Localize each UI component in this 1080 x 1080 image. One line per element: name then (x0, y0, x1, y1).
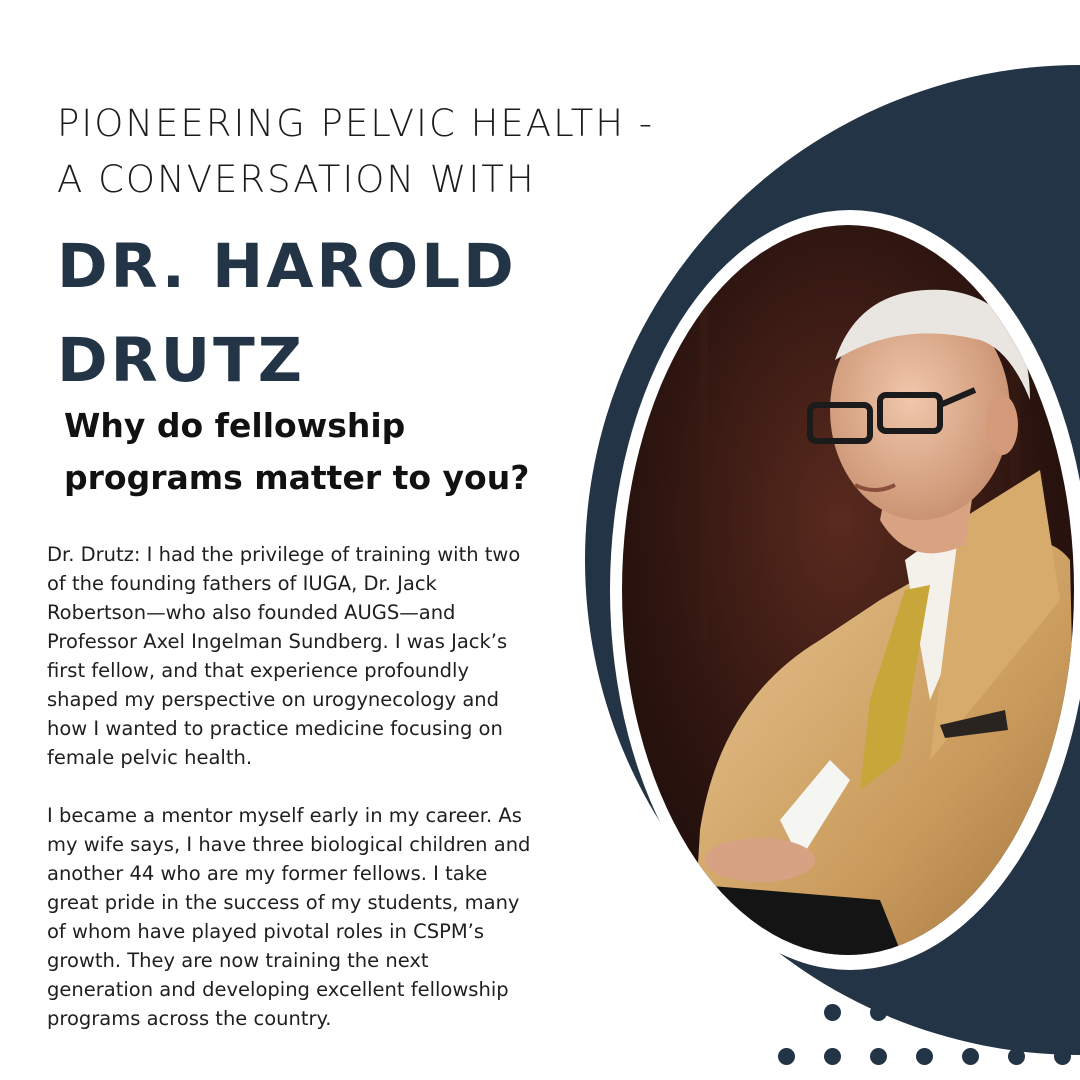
answer-line: female pelvic health. (47, 746, 253, 769)
answer-line: I became a mentor myself early in my career. As (47, 804, 522, 827)
interviewee-name (57, 220, 517, 408)
answer-line: Professor Axel Ingelman Sundberg. I was Jack’s (47, 630, 508, 653)
answer-line: Dr. Drutz: I had the privilege of training with two (47, 543, 521, 566)
headline-line-1: PIONEERING PELVIC HEALTH - (57, 102, 655, 145)
answer-line: growth. They are now training the next (47, 949, 429, 972)
interview-question (64, 400, 529, 504)
question-line-1: Why do fellowship (64, 406, 406, 445)
answer-line: my wife says, I have three biological children and (47, 833, 531, 856)
answer-line: of whom have played pivotal roles in CSPM’s (47, 920, 485, 943)
answer-line: shaped my perspective on urogynecology and (47, 688, 500, 711)
answer-line: generation and developing excellent fellowship (47, 978, 509, 1001)
question-line-2: programs matter to you? (64, 458, 530, 497)
headline-line-2: A CONVERSATION WITH (57, 158, 536, 201)
answer-line: first fellow, and that experience profoundly (47, 659, 469, 682)
answer-paragraph-2 (47, 801, 607, 1033)
answer-line: Robertson—who also founded AUGS—and (47, 601, 456, 624)
answer-line: of the founding fathers of IUGA, Dr. Jack (47, 572, 437, 595)
answer-paragraph-1 (47, 540, 607, 772)
name-line-2: DRUTZ (57, 325, 305, 396)
answer-line: great pride in the success of my students, many (47, 891, 520, 914)
headline (57, 96, 654, 208)
name-line-1: DR. HAROLD (57, 231, 517, 302)
answer-line: how I wanted to practice medicine focusing on (47, 717, 503, 740)
answer-line: programs across the country. (47, 1007, 332, 1030)
interview-answer (47, 540, 607, 1062)
answer-line: another 44 who are my former fellows. I take (47, 862, 488, 885)
